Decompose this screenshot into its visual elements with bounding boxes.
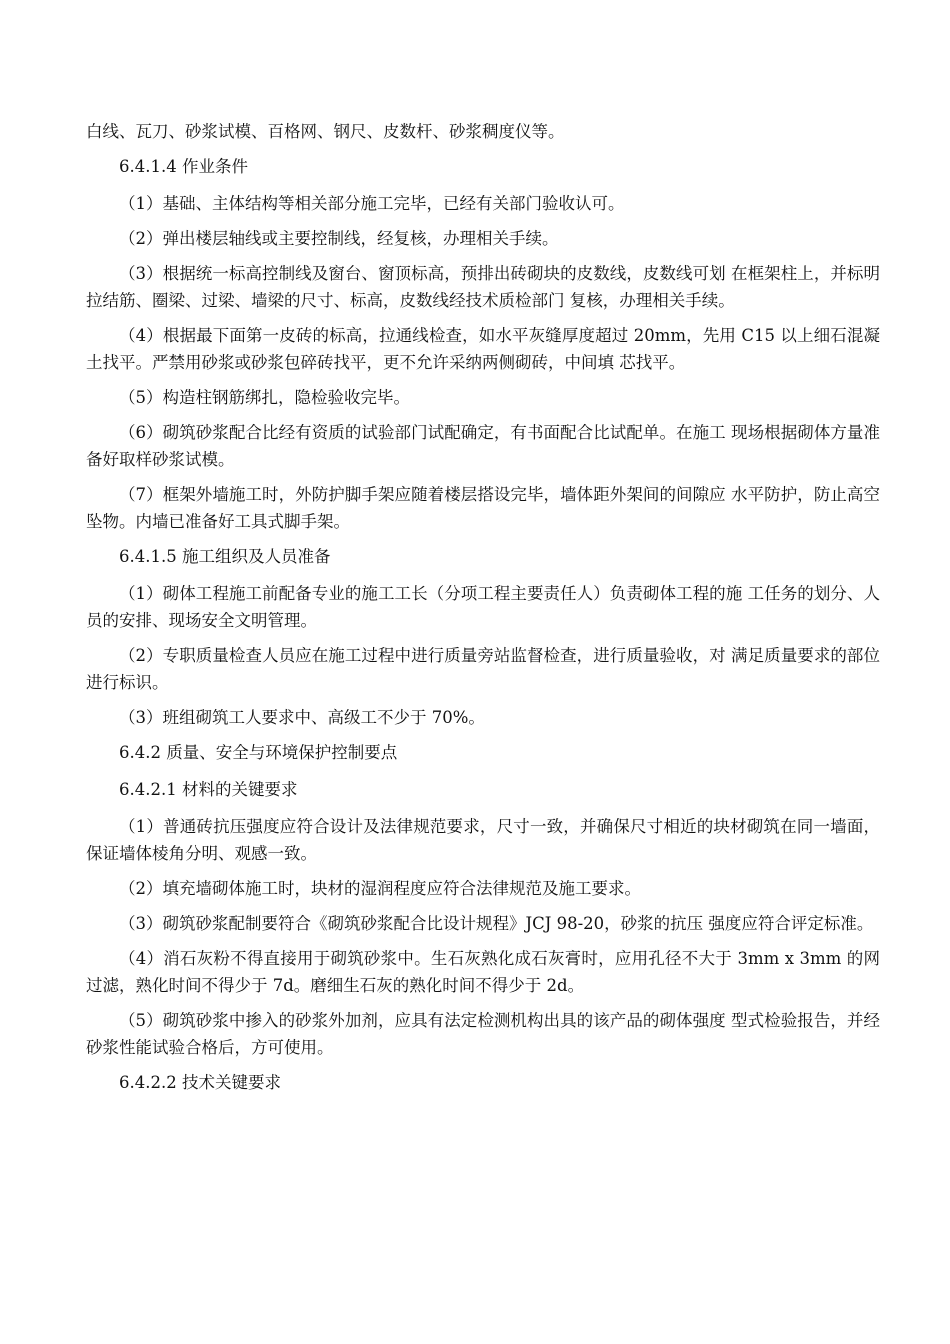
paragraph: （3）砌筑砂浆配制要符合《砌筑砂浆配合比设计规程》JCJ 98-20，砂浆的抗压 强度应符合评定标准。 <box>119 914 874 933</box>
paragraph: （5）砌筑砂浆中掺入的砂浆外加剂，应具有法定检测机构出具的该产品的砌体强度 型式检验报告，并经砂浆性能试验合格后，方可使用。 <box>86 1011 880 1057</box>
paragraph: （5）构造柱钢筋绑扎，隐检验收完毕。 <box>119 388 410 407</box>
paragraph: （4）根据最下面第一皮砖的标高，拉通线检查，如水平灰缝厚度超过 20mm，先用 C15 以上细石混凝土找平。严禁用砂浆或砂浆包碎砖找平，更不允许采纳两侧砌砖，中间填 芯找平。 <box>86 326 880 372</box>
paragraph: （4）消石灰粉不得直接用于砌筑砂浆中。生石灰熟化成石灰膏时，应用孔径不大于 3mm x 3mm 的网过滤，熟化时间不得少于 7d。磨细生石灰的熟化时间不得少于 2d。 <box>86 949 880 995</box>
paragraph: （3）班组砌筑工人要求中、高级工不少于 70%。 <box>119 708 485 727</box>
section-heading-6-4-2: 6.4.2 质量、安全与环境保护控制要点 <box>119 743 398 762</box>
paragraph: （3）根据统一标高控制线及窗台、窗顶标高，预排出砖砌块的皮数线，皮数线可划 在框架柱上，并标明拉结筋、圈梁、过梁、墙梁的尺寸、标高，皮数线经技术质检部门 复核，办理相关手续。 <box>86 264 880 310</box>
paragraph: （1）普通砖抗压强度应符合设计及法律规范要求，尺寸一致，并确保尺寸相近的块材砌筑在同一墙面，保证墙体棱角分明、观感一致。 <box>86 817 880 863</box>
paragraph: （7）框架外墙施工时，外防护脚手架应随着楼层搭设完毕，墙体距外架间的间隙应 水平防护，防止高空坠物。内墙已准备好工具式脚手架。 <box>86 485 880 531</box>
paragraph: （2）填充墙砌体施工时，块材的湿润程度应符合法律规范及施工要求。 <box>119 879 641 898</box>
paragraph: （1）砌体工程施工前配备专业的施工工长（分项工程主要责任人）负责砌体工程的施 工任务的划分、人员的安排、现场安全文明管理。 <box>86 584 880 630</box>
paragraph: （6）砌筑砂浆配合比经有资质的试验部门试配确定，有书面配合比试配单。在施工 现场根据砌体方量准备好取样砂浆试模。 <box>86 423 880 469</box>
paragraph: （2）弹出楼层轴线或主要控制线，经复核，办理相关手续。 <box>119 229 559 248</box>
section-heading-6-4-2-2: 6.4.2.2 技术关键要求 <box>119 1073 281 1092</box>
section-heading-6-4-1-5: 6.4.1.5 施工组织及人员准备 <box>119 547 331 566</box>
section-heading-6-4-1-4: 6.4.1.4 作业条件 <box>119 157 248 176</box>
paragraph: （2）专职质量检查人员应在施工过程中进行质量旁站监督检查，进行质量验收，对 满足质量要求的部位进行标识。 <box>86 646 880 692</box>
paragraph: （1）基础、主体结构等相关部分施工完毕，已经有关部门验收认可。 <box>119 194 625 213</box>
section-heading-6-4-2-1: 6.4.2.1 材料的关键要求 <box>119 780 298 799</box>
paragraph-continuation: 白线、瓦刀、砂浆试模、百格网、钢尺、皮数杆、砂浆稠度仪等。 <box>86 122 565 141</box>
